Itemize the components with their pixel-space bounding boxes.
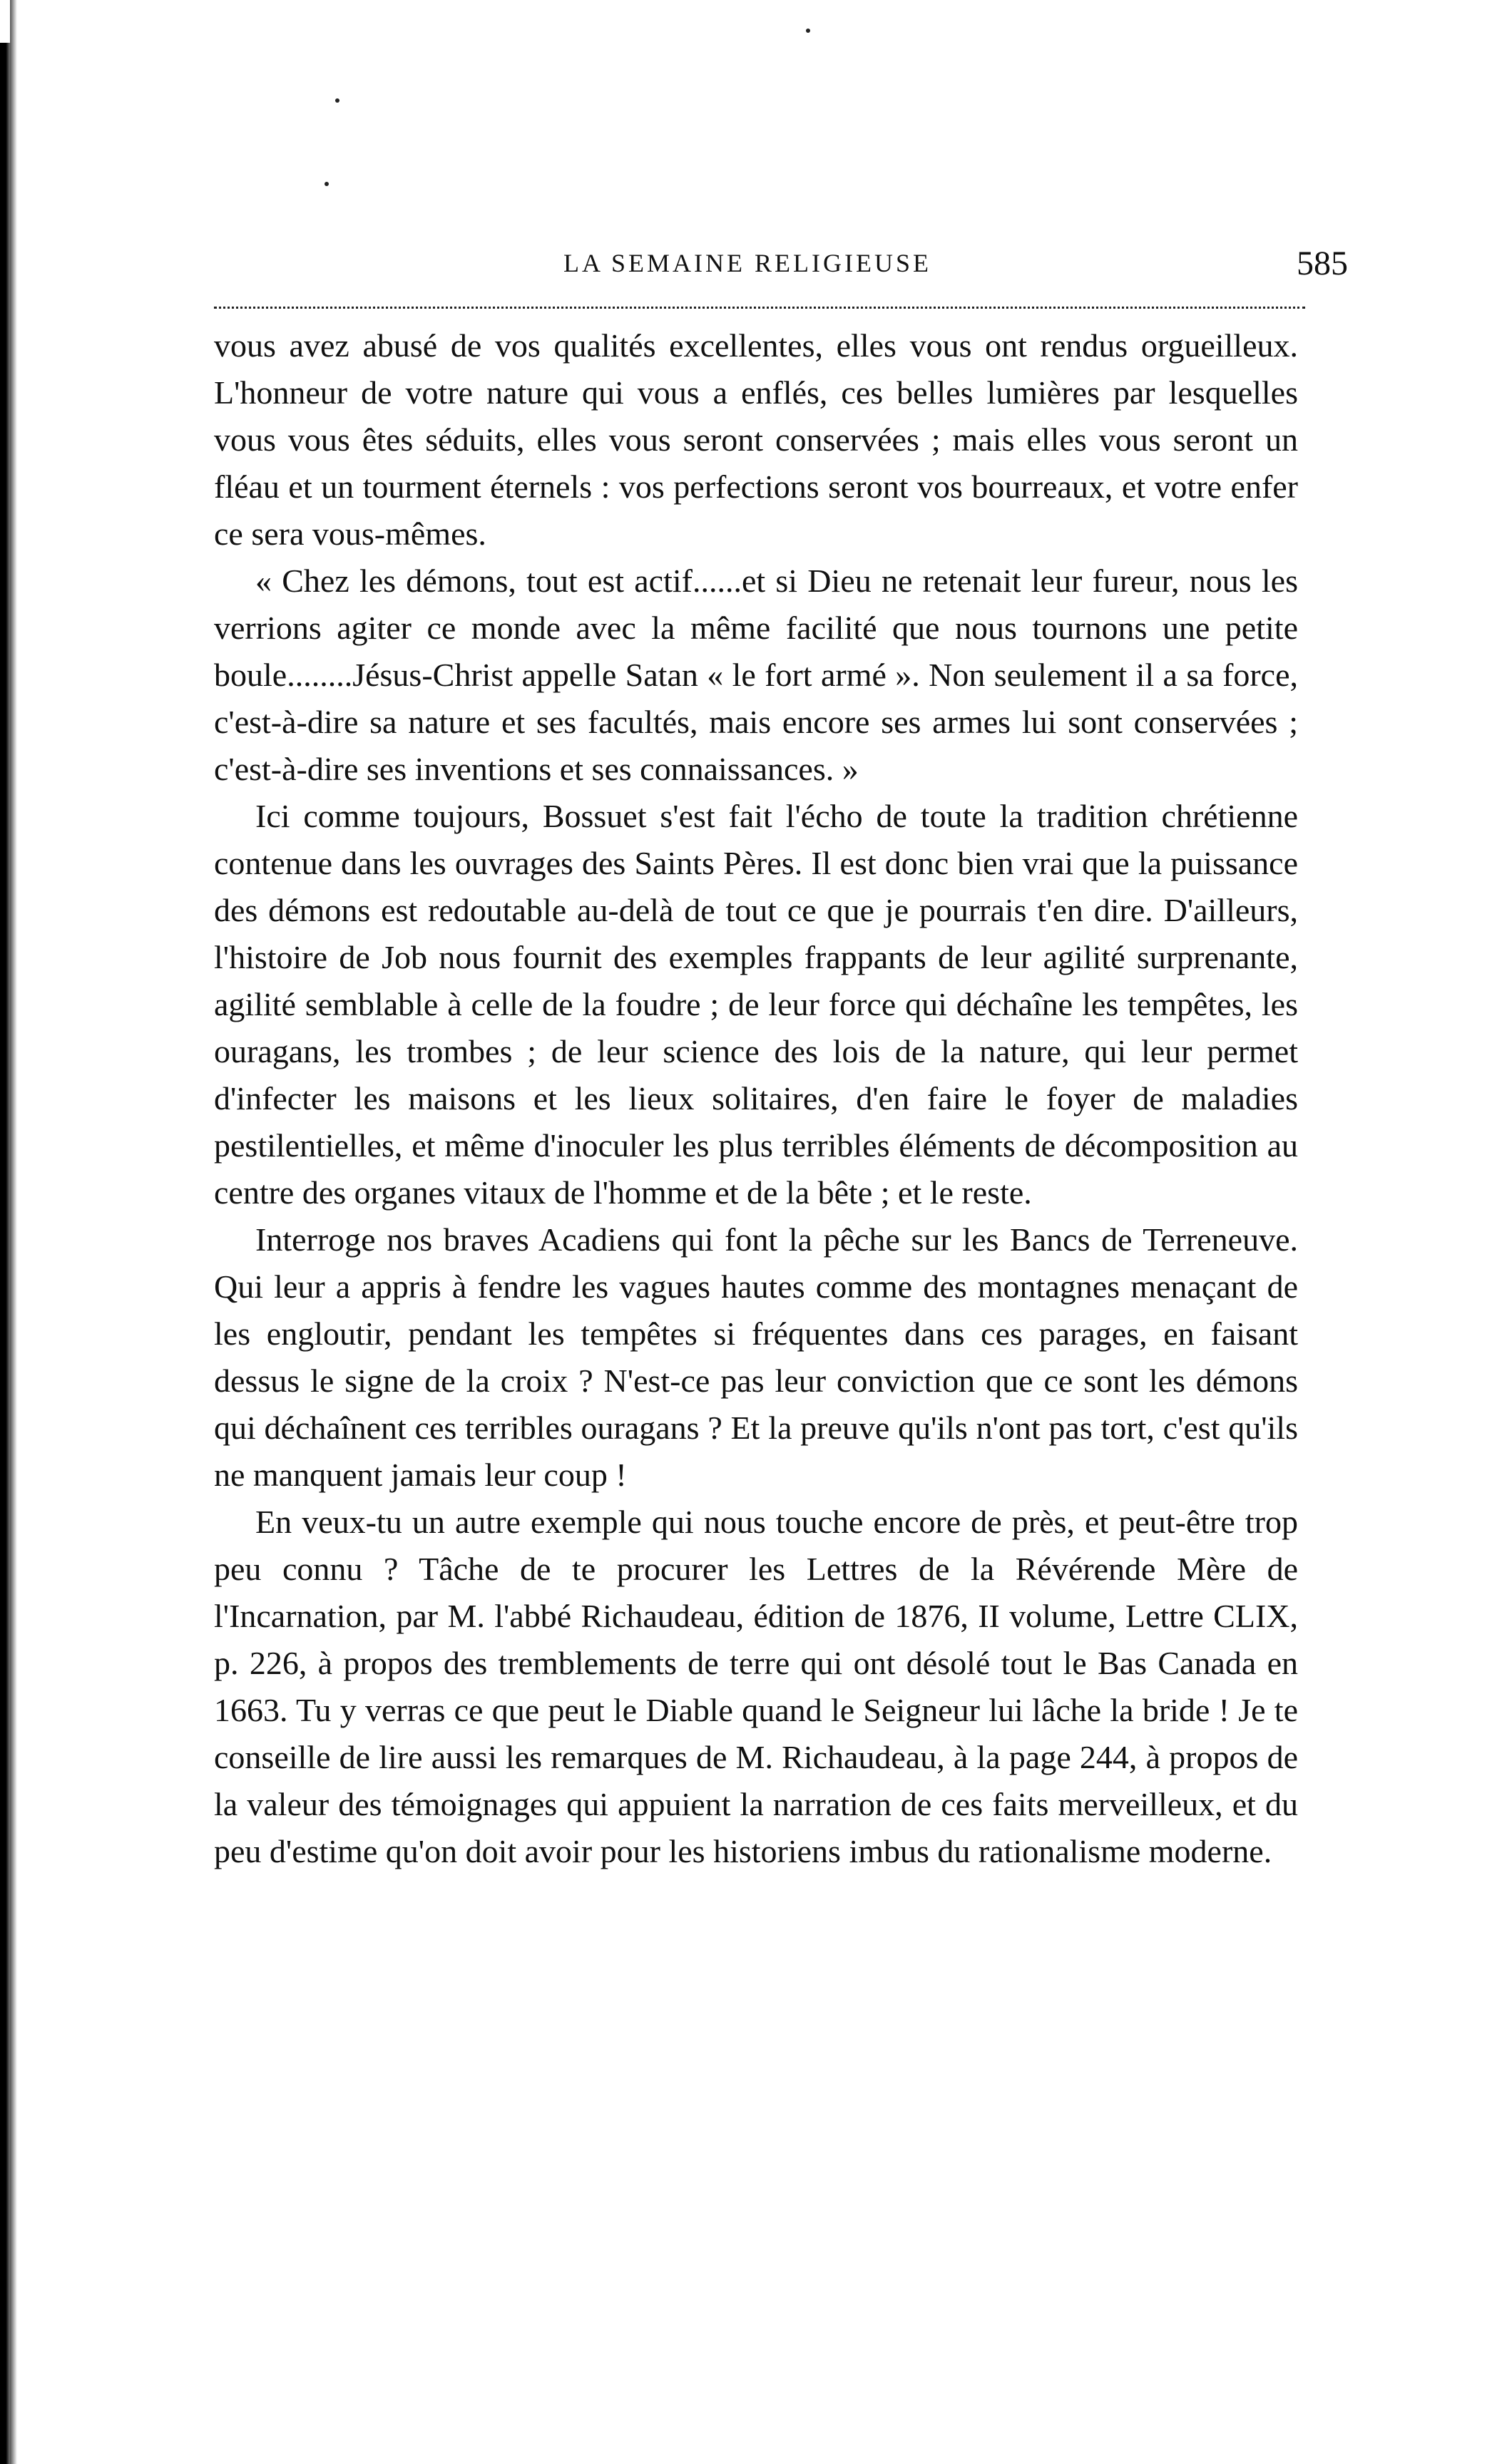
page-header [563, 245, 1348, 298]
scan-speck [335, 98, 339, 103]
scan-shadow [10, 0, 17, 2464]
scan-speck [325, 182, 329, 186]
running-title: LA SEMAINE RELIGIEUSE [563, 249, 931, 277]
paragraph-1: vous avez abusé de vos qualités excellentes, elles vous ont rendus orgueilleux. L'honneur de votre nature qui vous a enflés, ces belles lumières par lesquelles vous vous êtes séduits, elles vous seront conservées ; mais elles vous seront un fléau et un tourment éternels : vos perfections seront vos bourreaux, et votre enfer ce sera vous-mêmes. [214, 327, 1298, 552]
paragraph-3: Ici comme toujours, Bossuet s'est fait l'écho de toute la tradition chrétienne contenue dans les ouvrages des Saints Pères. Il est donc bien vrai que la puissance des démons est redoutable au-delà de tout ce que je pourrais t'en dire. D'ailleurs, l'histoire de Job nous fournit des exemples frappants de leur agilité surprenante, agilité semblable à celle de la foudre ; de leur force qui déchaîne les tempêtes, les ouragans, les trombes ; de leur science des lois de la nature, qui leur permet d'infecter les maisons et les lieux solitaires, d'en faire le foyer de maladies pestilentielles, et même d'inoculer les plus terribles éléments de décomposition au centre des organes vitaux de l'homme et de la bête ; et le reste. [214, 798, 1298, 1211]
paragraph-2: « Chez les démons, tout est actif......et si Dieu ne retenait leur fureur, nous les verrions agiter ce monde avec la même facilité que nous tournons une petite boule........Jésus-Christ appelle Satan « le fort armé ». Non seulement il a sa force, c'est-à-dire sa nature et ses facultés, mais encore ses armes lui sont conservées ; c'est-à-dire ses inventions et ses connaissances. » [214, 563, 1298, 787]
header-rule [214, 307, 1305, 309]
body-text [214, 322, 1298, 1875]
scan-speck [806, 29, 810, 33]
scan-binding-edge [0, 43, 10, 2464]
page-number: 585 [1297, 245, 1348, 282]
paragraph-4: Interroge nos braves Acadiens qui font la pêche sur les Bancs de Terreneuve. Qui leur a appris à fendre les vagues hautes comme des montagnes menaçant de les engloutir, pendant les tempêtes si fréquentes dans ces parages, en faisant dessus le signe de la croix ? N'est-ce pas leur conviction que ce sont les démons qui déchaînent ces terribles ouragans ? Et la preuve qu'ils n'ont pas tort, c'est qu'ils ne manquent jamais leur coup ! [214, 1221, 1298, 1493]
paragraph-5: En veux-tu un autre exemple qui nous touche encore de près, et peut-être trop peu connu ? Tâche de te procurer les Lettres de la Révérende Mère de l'Incarnation, par M. l'abbé Richaudeau, édition de 1876, II volume, Lettre CLIX, p. 226, à propos des tremblements de terre qui ont désolé tout le Bas Canada en 1663. Tu y verras ce que peut le Diable quand le Seigneur lui lâche la bride ! Je te conseille de lire aussi les remarques de M. Richaudeau, à la page 244, à propos de la valeur des témoignages qui appuient la narration de ces faits merveilleux, et du peu d'estime qu'on doit avoir pour les historiens imbus du rationalisme moderne. [214, 1504, 1298, 1869]
